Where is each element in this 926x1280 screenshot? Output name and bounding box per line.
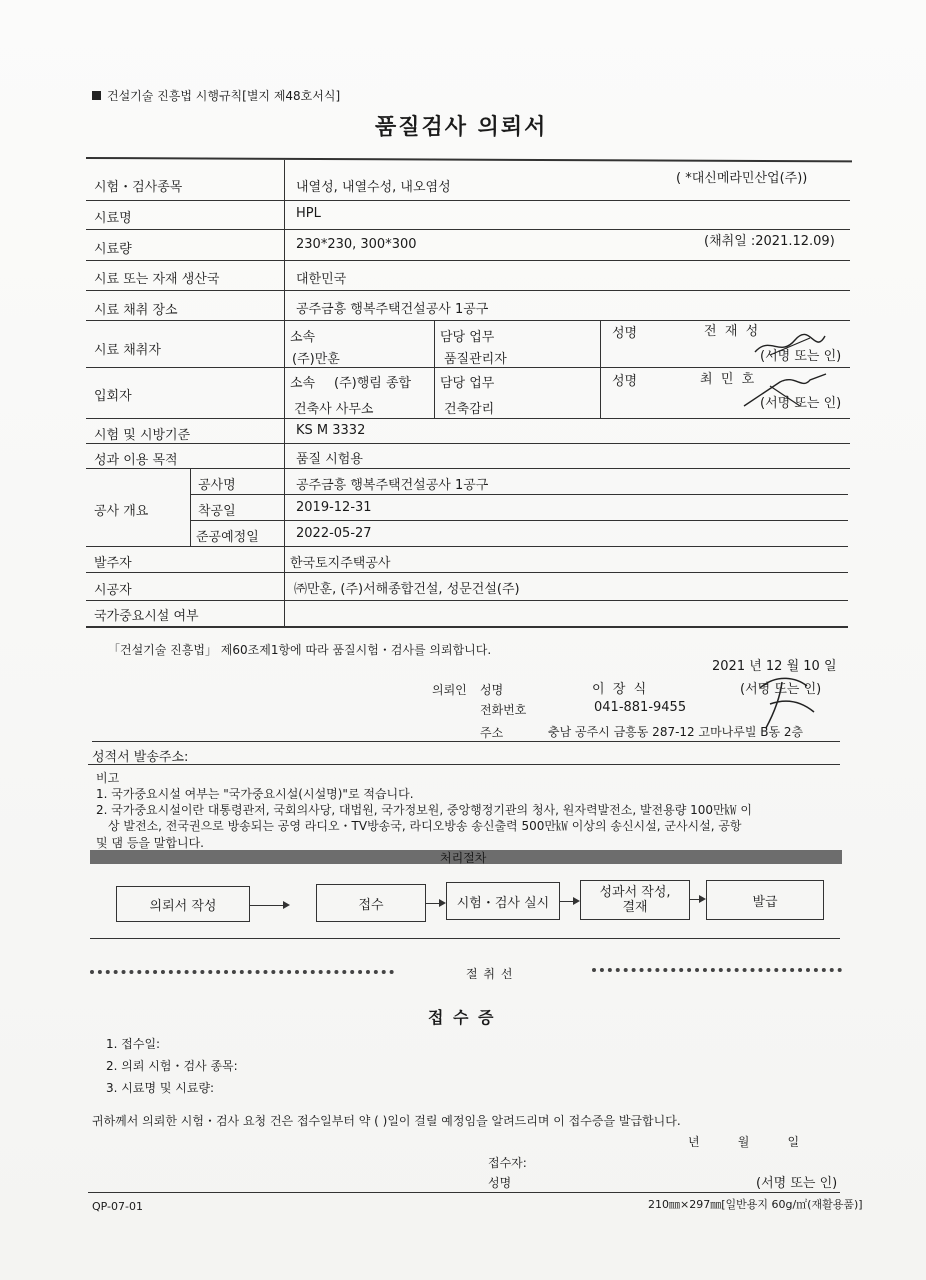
cut-line-right (592, 968, 842, 972)
sampler-name-label: 성명 (612, 326, 638, 341)
end-value: 2022-05-27 (296, 526, 372, 541)
cut-line-left (90, 970, 394, 974)
witness-duty-value: 건축감리 (444, 402, 495, 417)
request-divider (92, 741, 840, 742)
request-date: 2021 년 12 월 10 일 (712, 659, 837, 674)
page-title: 품질검사 의뢰서 (375, 115, 548, 140)
witness-affil-value-2: 건축사 사무소 (294, 402, 374, 417)
client-name-value: 이 장 식 (592, 682, 647, 697)
affil-divider (434, 320, 435, 418)
receiver-sign-label: (서명 또는 인) (756, 1176, 838, 1191)
row-divider (86, 200, 850, 201)
overview-divider (190, 468, 191, 546)
row-divider (86, 546, 848, 547)
cut-line-label: 절 취 선 (466, 967, 514, 981)
receipt-bottom-line (88, 1192, 840, 1193)
sampler-label: 시료 채취자 (94, 343, 161, 358)
contractor-label: 시공자 (94, 583, 132, 598)
start-value: 2019-12-31 (296, 500, 372, 515)
row-divider (86, 600, 848, 601)
client-name-label: 성명 (480, 683, 504, 697)
place-label: 시료 채취 장소 (94, 303, 178, 318)
contractor-value: ㈜만훈, (주)서해종합건설, 성문건설(주) (294, 582, 520, 597)
orderer-value: 한국토지주택공사 (290, 556, 391, 571)
purpose-label: 성과 이용 목적 (94, 453, 178, 468)
client-phone-label: 전화번호 (480, 703, 527, 717)
square-bullet-icon (92, 91, 101, 100)
client-address-value: 충남 공주시 금흥동 287-12 고마나루빌 B동 2층 (548, 725, 804, 739)
standard-label: 시험 및 시방기준 (94, 428, 191, 443)
procedure-title: 처리절차 (440, 851, 487, 865)
place-value: 공주금흥 행복주택건설공사 1공구 (296, 302, 489, 317)
arrow-icon (690, 899, 704, 900)
arrow-icon (250, 905, 288, 906)
witness-signature (740, 372, 830, 412)
witness-affil-label: 소속 (290, 376, 316, 391)
project-label: 공사명 (198, 478, 236, 493)
sampler-name-value: 전 재 성 (704, 324, 759, 339)
row-divider (86, 443, 850, 444)
sample-qty-label: 시료량 (94, 242, 132, 257)
witness-affil-value-1: (주)행림 종합 (334, 376, 412, 391)
row-divider (190, 520, 848, 521)
note-2-line-2: 상 발전소, 전국권으로 방송되는 공영 라디오・TV방송국, 라디오방송 송신출력 500만㎾ 이상의 송신시설, 군사시설, 공항 (108, 819, 742, 833)
notes-title: 비고 (96, 771, 120, 785)
witness-sign-label: (서명 또는 인) (760, 396, 842, 411)
test-type-label: 시험・검사종목 (94, 180, 183, 195)
note-2-line-1: 2. 국가중요시설이란 대통령관저, 국회의사당, 대법원, 국가정보원, 중앙행정기관의 청사, 원자력발전소, 발전용량 100만㎾ 이 (96, 803, 753, 817)
receipt-item-3: 3. 시료명 및 시료량: (106, 1081, 215, 1095)
row-divider (86, 468, 850, 469)
request-statement: 「건설기술 진흥법」 제60조제1항에 따라 품질시험・검사를 의뢰합니다. (108, 643, 492, 657)
receipt-item-1: 1. 접수일: (106, 1037, 161, 1051)
step-test-inspection: 시험・검사 실시 (446, 882, 560, 920)
paper-spec: 210㎜×297㎜[일반용지 60g/㎡(재활용품)] (648, 1198, 863, 1211)
overview-label: 공사 개요 (94, 504, 149, 519)
form-reference: 건설기술 진흥법 시행규칙[별지 제48호서식] (92, 87, 340, 104)
receipt-title: 접 수 증 (428, 1008, 496, 1027)
origin-label: 시료 또는 자재 생산국 (94, 272, 220, 287)
sampler-signature (750, 330, 830, 360)
standard-value: KS M 3332 (296, 423, 366, 438)
receipt-date: 년 월 일 (688, 1135, 800, 1149)
witness-name-value: 최 민 호 (700, 372, 755, 387)
sampler-duty-value: 품질관리자 (444, 352, 507, 367)
sample-name-value: HPL (296, 206, 321, 221)
sampler-sign-label: (서명 또는 인) (760, 349, 842, 364)
purpose-value: 품질 시험용 (296, 452, 363, 467)
step-write-request: 의뢰서 작성 (116, 886, 250, 922)
arrow-icon (426, 903, 444, 904)
form-code: QP-07-01 (92, 1200, 143, 1213)
table-bottom-border (86, 626, 848, 628)
step-issue: 발급 (706, 880, 824, 920)
witness-duty-label: 담당 업무 (440, 376, 495, 391)
row-divider (86, 418, 850, 419)
row-divider (86, 572, 848, 573)
project-value: 공주금흥 행복주택건설공사 1공구 (296, 478, 489, 493)
note-2-line-3: 및 댐 등을 말합니다. (96, 836, 204, 850)
receipt-item-2: 2. 의뢰 시험・검사 종목: (106, 1059, 238, 1073)
notes-divider (88, 764, 840, 765)
row-divider (190, 494, 848, 495)
step-receipt: 접수 (316, 884, 426, 922)
end-label: 준공예정일 (196, 530, 259, 545)
report-address-label: 성적서 발송주소: (92, 750, 189, 765)
step-report-approval: 성과서 작성, 결재 (580, 880, 690, 920)
sample-name-label: 시료명 (94, 211, 132, 226)
witness-label: 입회자 (94, 389, 132, 404)
table-top-border (86, 157, 852, 162)
witness-name-label: 성명 (612, 374, 638, 389)
start-label: 착공일 (198, 504, 236, 519)
receiver-label: 접수자: (488, 1156, 527, 1170)
sampler-duty-label: 담당 업무 (440, 330, 495, 345)
sampling-date: (채취일 :2021.12.09) (704, 234, 835, 249)
client-phone-value: 041-881-9455 (594, 700, 687, 715)
procedure-bottom-line (90, 938, 840, 939)
client-label: 의뢰인 (432, 683, 467, 697)
row-divider (86, 260, 850, 261)
orderer-label: 발주자 (94, 556, 132, 571)
origin-value: 대한민국 (296, 272, 347, 287)
company-note: ( *대신메라민산업(주)) (676, 171, 808, 186)
note-1: 1. 국가중요시설 여부는 "국가중요시설(시설명)"로 적습니다. (96, 787, 414, 801)
client-sign-label: (서명 또는 인) (740, 682, 822, 697)
test-type-value: 내열성, 내열수성, 내오염성 (296, 180, 451, 195)
row-divider (86, 290, 850, 291)
national-facility-label: 국가중요시설 여부 (94, 609, 199, 624)
sampler-affil-value: (주)만훈 (292, 352, 340, 367)
sampler-affil-label: 소속 (290, 330, 316, 345)
arrow-icon (560, 901, 578, 902)
sample-qty-value: 230*230, 300*300 (296, 237, 417, 252)
client-address-label: 주소 (480, 726, 504, 740)
receiver-name-label: 성명 (488, 1176, 512, 1190)
duty-divider (600, 320, 601, 418)
receipt-statement: 귀하께서 의뢰한 시험・검사 요청 건은 접수일부터 약 ( )일이 걸릴 예정임을 알려드리며 이 접수증을 발급합니다. (92, 1114, 681, 1128)
